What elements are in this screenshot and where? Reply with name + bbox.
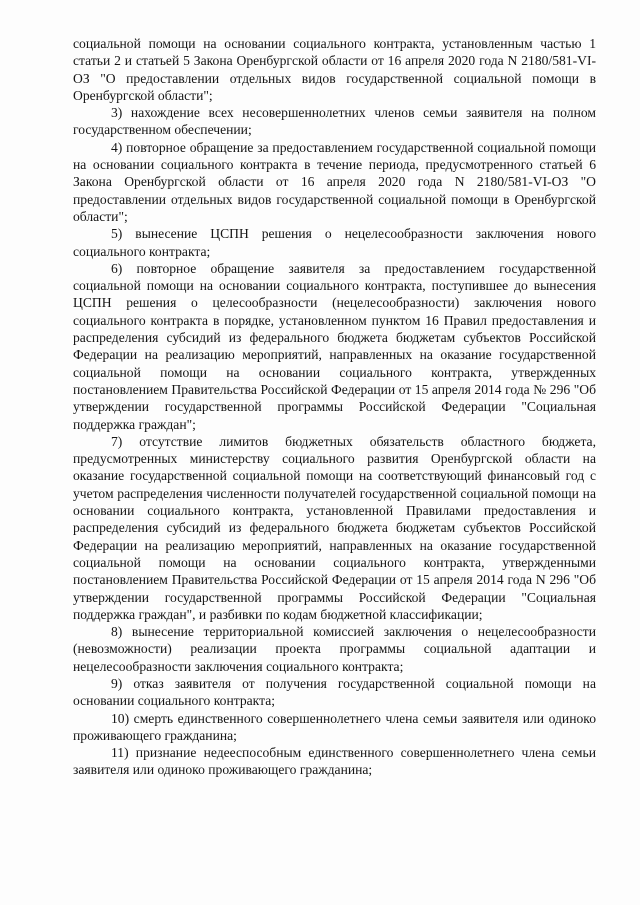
list-item-10: 10) смерть единственного совершеннолетнего члена семьи заявителя или одиноко проживающего гражданина; [73,710,596,743]
list-item-3: 3) нахождение всех несовершеннолетних членов семьи заявителя на полном государственном обеспечении; [73,105,596,138]
document-body [73,35,596,779]
list-item-6: 6) повторное обращение заявителя за предоставлением государственной социальной помощи на основании социального контракта, поступившее до вынесения ЦСПН решения о целесообразности (нецелесообразности) заключения нового социального контракта в порядке, установленном пунктом 16 Правил предоставления и распределения субсидий из федерального бюджета бюджетам субъектов Российской Федерации на реализацию мероприятий, направленных на оказание государственной социальной помощи на основании социального контракта, утвержденных постановлением Правительства Российской Федерации от 15 апреля 2014 года № 296 "Об утверждении государственной программы Российской Федерации "Социальная поддержка граждан"; [73,260,596,432]
list-item-4: 4) повторное обращение за предоставлением государственной социальной помощи на основании социального контракта в течение периода, предусмотренного статьей 6 Закона Оренбургской области от 16 апреля 2020 года N 2180/581-VI-ОЗ "О предоставлении отдельных видов государственной социальной помощи в Оренбургской области"; [73,139,596,224]
list-item-8: 8) вынесение территориальной комиссией заключения о нецелесообразности (невозможности) реализации проекта программы социальной адаптации и нецелесообразности заключения социального контракта; [73,624,596,674]
list-item-9: 9) отказ заявителя от получения государственной социальной помощи на основании социального контракта; [73,675,596,709]
list-item-11: 11) признание недееспособным единственного совершеннолетнего члена семьи заявителя или одиноко проживающего гражданина; [73,745,596,778]
paragraph-continuation: социальной помощи на основании социального контракта, установленным частью 1 статьи 2 и статьей 5 Закона Оренбургской области от 16 апреля 2020 года N 2180/581-VI-ОЗ "О предоставлении отдельных видов государственной социальной помощи в Оренбургской области"; [73,36,596,103]
list-item-5: 5) вынесение ЦСПН решения о нецелесообразности заключения нового социального контракта; [73,226,596,259]
list-item-7: 7) отсутствие лимитов бюджетных обязательств областного бюджета, предусмотренных министерству социального развития Оренбургской области на оказание государственной социальной помощи на соответствующий финансовый год с учетом распределения численности получателей государственной социальной помощи на основании социального контракта, установленной Правилами предоставления и распределения субсидий из федерального бюджета бюджетам субъектов Российской Федерации на реализацию мероприятий, направленных на оказание государственной социальной помощи на основании социального контракта, утвержденными постановлением Правительства Российской Федерации от 15 апреля 2014 года N 296 "Об утверждении государственной программы Российской Федерации "Социальная поддержка граждан", и разбивки по кодам бюджетной классификации; [73,433,596,622]
